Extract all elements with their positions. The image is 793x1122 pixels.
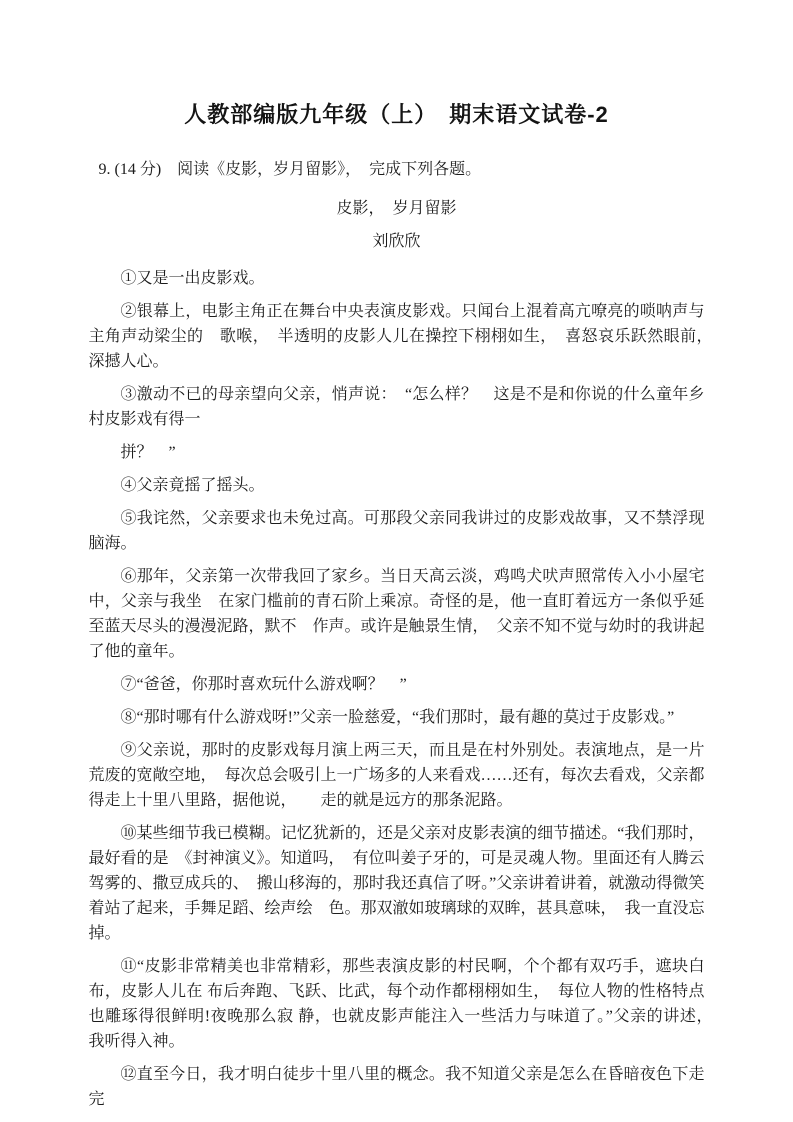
passage-title: 皮影， 岁月留影	[336, 200, 457, 217]
passage-paragraph: ⑫直至今日，我才明白徒步十里八里的概念。我不知道父亲是怎么在昏暗夜色下走完	[88, 1066, 705, 1108]
passage-paragraph: ⑦“爸爸，你那时喜欢玩什么游戏啊？ ”	[120, 676, 407, 693]
passage-paragraph: ②银幕上，电影主角正在舞台中央表演皮影戏。只闻台上混着高亢嘹亮的唢呐声与主角声动梁尘的 歌喉， 半透明的皮影人儿在操控下栩栩如生， 喜怒哀乐跃然眼前， 深撼人心。	[88, 303, 721, 370]
passage-paragraph: ③激动不已的母亲望向父亲，悄声说： “怎么样？ 这是不是和你说的什么童年乡村皮影戏有得一	[88, 386, 705, 428]
page-title: 人教部编版九年级（上） 期末语文试卷-2	[184, 102, 609, 127]
document-page	[88, 0, 721, 1112]
question-header: 9. (14 分) 阅读《皮影，岁月留影》， 完成下列各题。	[98, 161, 482, 178]
passage-paragraph: ⑧“那时哪有什么游戏呀!”父亲一脸慈爱，“我们那时，最有趣的莫过于皮影戏。”	[120, 709, 675, 726]
passage-paragraph: ⑤我诧然，父亲要求也未免过高。可那段父亲同我讲过的皮影戏故事，又不禁浮现脑海。	[88, 510, 705, 552]
passage-body	[88, 266, 721, 1112]
passage-paragraph: ④父亲竟摇了摇头。	[120, 477, 265, 494]
passage-author: 刘欣欣	[372, 233, 421, 250]
passage-paragraph: 拼？ ”	[120, 444, 176, 461]
passage-paragraph: ⑩某些细节我已模糊。记忆犹新的，还是父亲对皮影表演的细节描述。“我们那时，最好看的是 《封神演义》。知道吗， 有位叫姜子牙的，可是灵魂人物。里面还有人腾云驾雾的、撒豆成兵的、 搬山移海的，那时我还真信了呀。”父亲讲着讲着，就激动得微笑着站了起来，手舞足蹈、绘声绘 色。那双澈如玻璃球的双眸，甚具意味， 我一直没忘掉。	[88, 825, 705, 942]
passage-paragraph: ⑪“皮影非常精美也非常精彩，那些表演皮影的村民啊，个个都有双巧手，遮块白布，皮影人儿在 布后奔跑、飞跃、比武，每个动作都栩栩如生， 每位人物的性格特点也雕琢得很鲜明!夜晚那么寂 静，也就皮影声能注入一些活力与味道了。”父亲的讲述， 我听得入神。	[88, 958, 721, 1050]
passage-paragraph: ①又是一出皮影戏。	[120, 270, 265, 287]
passage-paragraph: ⑥那年，父亲第一次带我回了家乡。当日天高云淡，鸡鸣犬吠声照常传入小小屋宅中，父亲与我坐 在家门槛前的青石阶上乘凉。奇怪的是，他一直盯着远方一条似乎延至蓝天尽头的漫漫泥路，默不 作声。或许是触景生情， 父亲不知不觉与幼时的我讲起了他的童年。	[88, 568, 705, 660]
passage-paragraph: ⑨父亲说，那时的皮影戏每月演上两三天，而且是在村外别处。表演地点，是一片荒废的宽敞空地， 每次总会吸引上一广场多的人来看戏……还有，每次去看戏，父亲都得走上十里八里路，据他说， 走的就是远方的那条泥路。	[88, 742, 705, 809]
